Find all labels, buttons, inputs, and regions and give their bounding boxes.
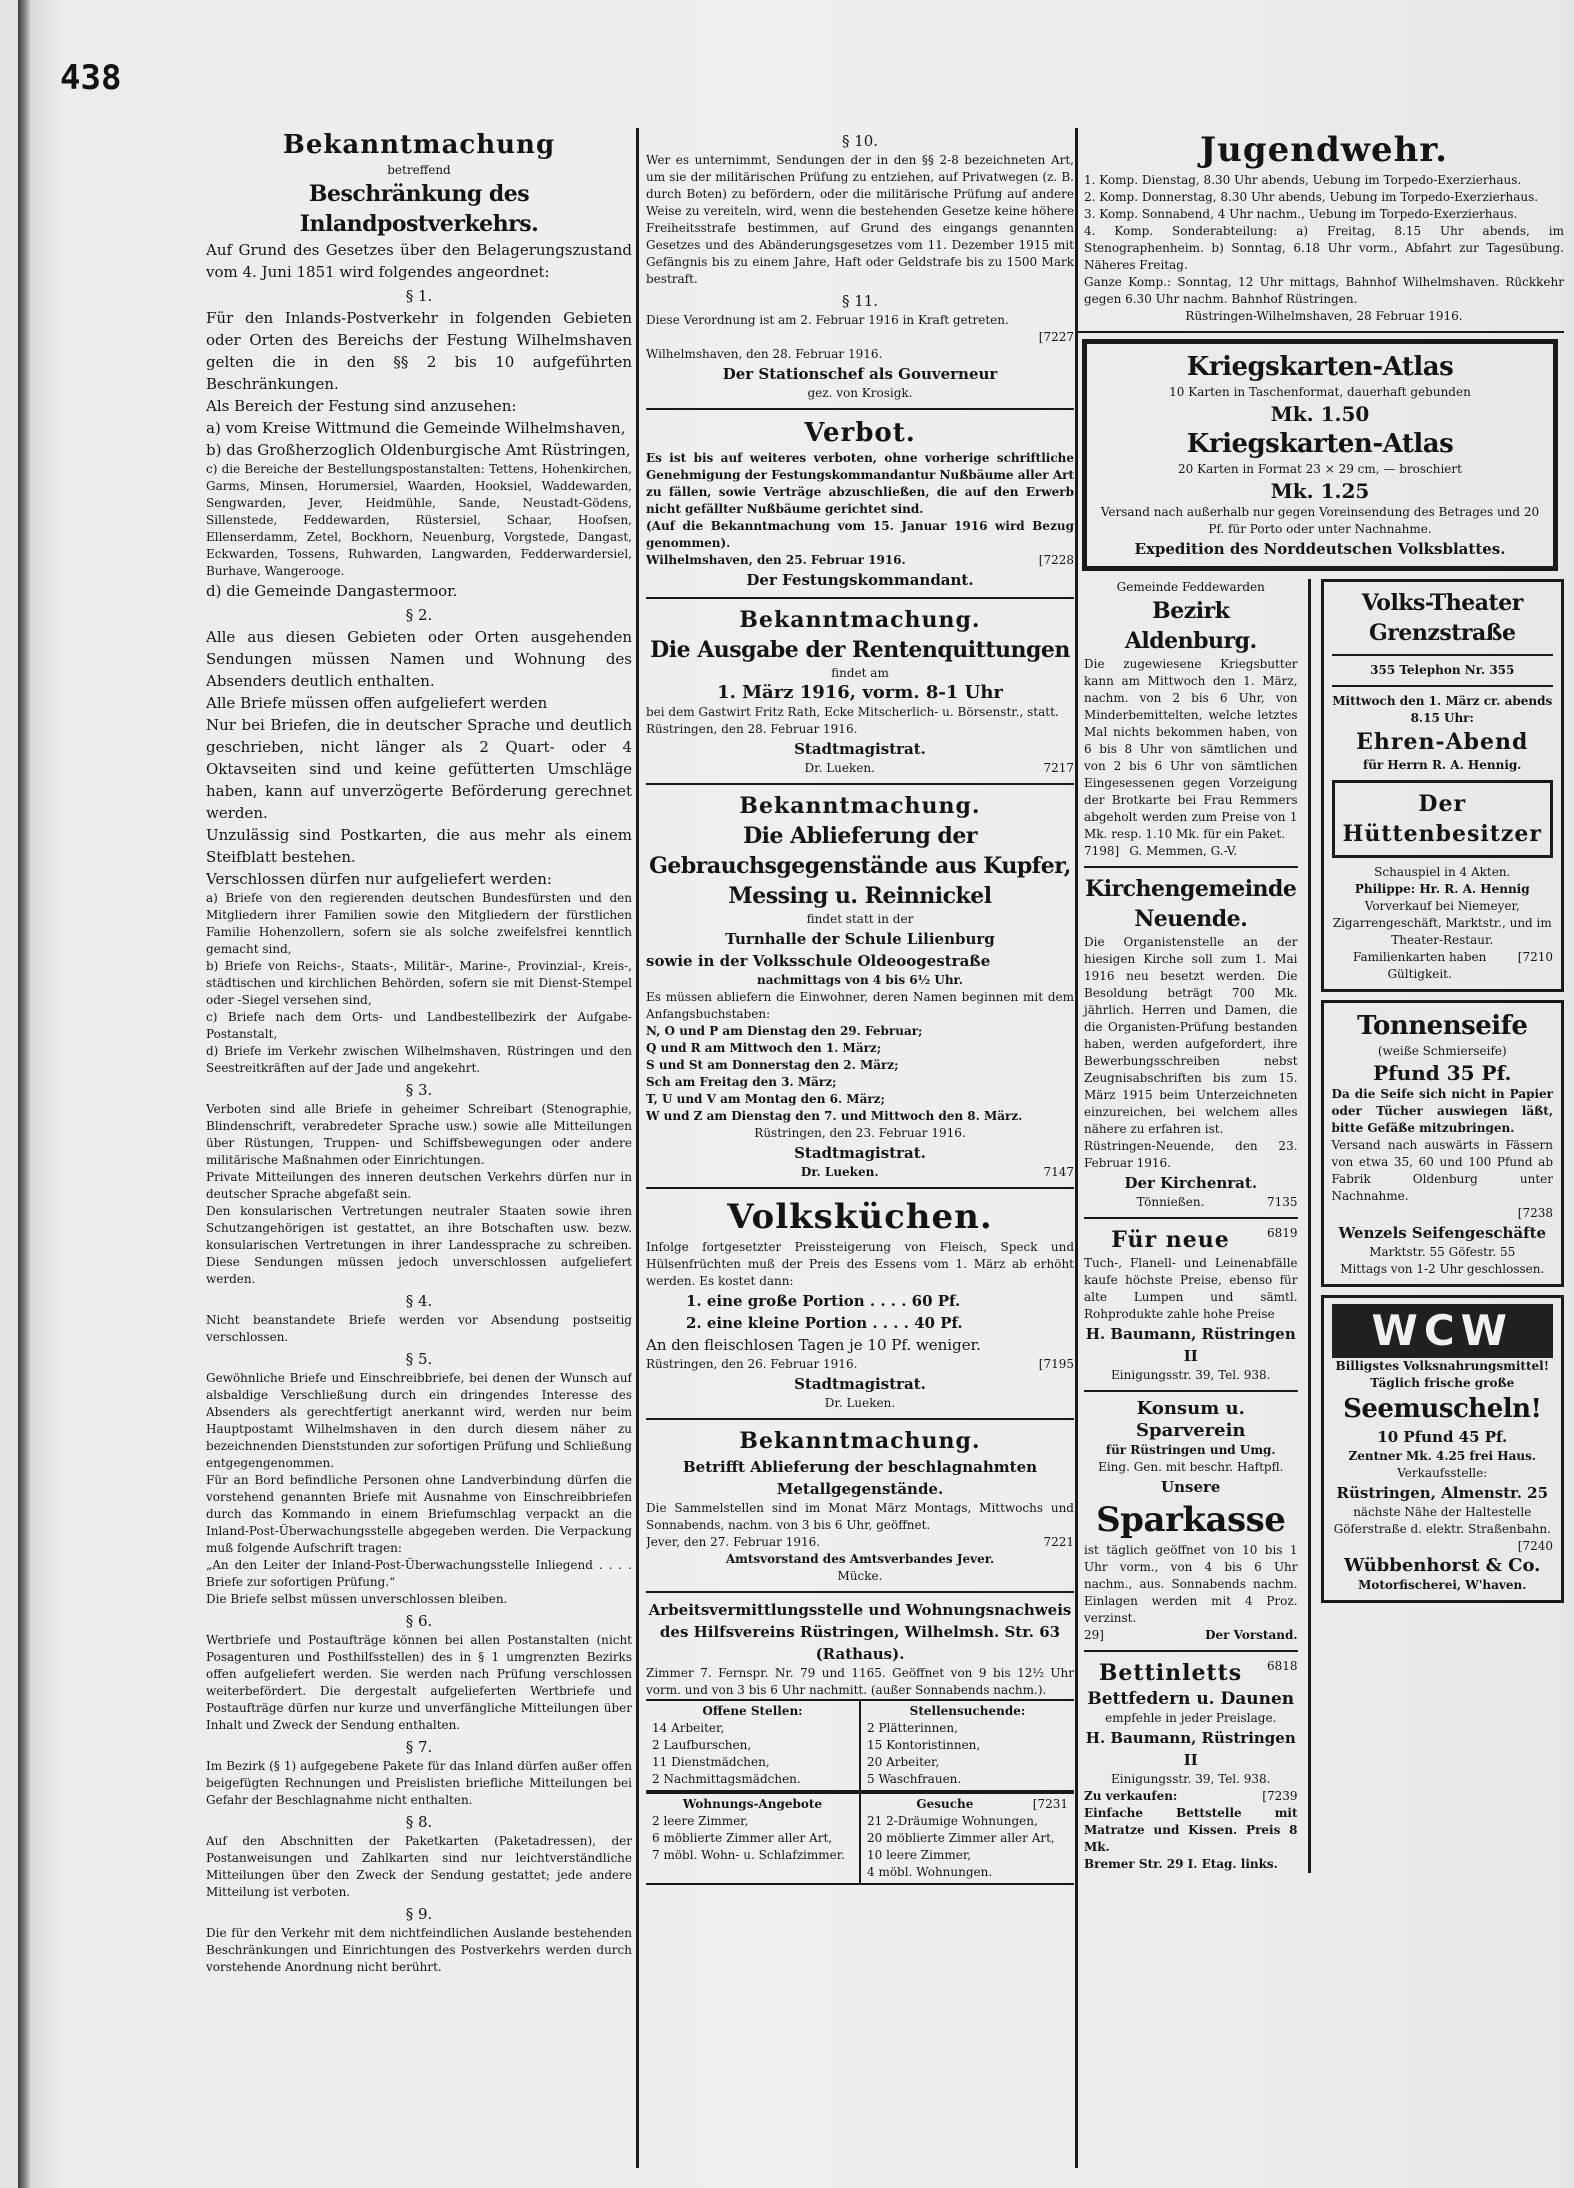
ad-text: Marktstr. 55 Göfestr. 55 [1369, 1245, 1516, 1259]
signature: G. Memmen, G.-V. [1129, 844, 1238, 858]
paragraph: Für den Inlands-Postverkehr in folgenden Gebieten oder Orten des Bereichs der Festung Wilhelmshaven gelten die in den §§ 2 bis 10 aufgeführten Beschränkungen. [206, 309, 632, 393]
date-line: Rüstringen, den 28. Februar 1916. [646, 722, 858, 736]
paragraph: Ganze Komp.: Sonntag, 12 Uhr mittags, Bahnhof Wilhelmshaven. Rückkehr gegen 6.30 Uhr nachm. Bahnhof Rüstringen. [1084, 275, 1564, 306]
newspaper-page [18, 0, 1562, 2188]
notice-headline: Betrifft Ablieferung der beschlagnahmten Metallgegenstände. [682, 1458, 1038, 1498]
ad-kriegskarten [1082, 339, 1558, 571]
table-cell: 15 Kontoristinnen, [867, 1738, 981, 1752]
section-head: § 5. [405, 1350, 433, 1368]
ad-text: Zu verkaufen: [1084, 1789, 1178, 1803]
ad-text: Mittags von 1-2 Uhr geschlossen. [1340, 1262, 1545, 1276]
ad-text: 20 Karten in Format 23 × 29 cm, — broschiert [1178, 462, 1462, 476]
ad-text: Einigungsstr. 39, Tel. 938. [1111, 1368, 1271, 1382]
ad-text: Expedition des Norddeutschen Volksblattes. [1134, 540, 1506, 558]
ad-text: Versand nach außerhalb nur gegen Voreinsendung des Betrages und 20 Pf. für Porto oder unter Nachnahme. [1100, 505, 1540, 536]
list-item: a) vom Kreise Wittmund die Gemeinde Wilhelmshaven, [206, 419, 626, 437]
paragraph: Alle aus diesen Gebieten oder Orten ausgehenden Sendungen müssen Namen und Wohnung des Absenders deutlich enthalten. [206, 628, 632, 690]
list-item: c) die Bereiche der Bestellungspostanstalten: Tettens, Hohenkirchen, Garms, Minsen, Horumersiel, Waarden, Hooksiel, Waddewarden, Sengwarden, Jever, Heidmühle, Sande, Neustadt-Gödens, Sillenstede, Feddewarden, Rüstersiel, Schaar, Hoofsen, Ellenserdamm, Zetel, Bockhorn, Neuenburg, Vorgstede, Dangast, Eckwarden, Tossens, Ruhwarden, Langwarden, Fedderwardersiel, Burhave, Wangerooge. [206, 462, 632, 578]
ad-headline: Bettinletts [1098, 1660, 1243, 1686]
notice-headline: Die Ablieferung der Gebrauchsgegenstände aus Kupfer, Messing u. Reinnickel [649, 823, 1071, 909]
ad-headline: Kriegskarten-Atlas [1186, 352, 1454, 382]
table-header: Wohnungs-Angebote [682, 1797, 823, 1811]
ad-number: [7240 [1517, 1539, 1553, 1553]
paragraph: Im Bezirk (§ 1) aufgegebene Pakete für das Inland dürfen außer offen beigefügten Rechnungen und Preislisten briefliche Mitteilungen bei Gefahr der Beschlagnahme nicht enthalten. [206, 1759, 632, 1807]
notice-title: Jugendwehr. [1200, 130, 1448, 170]
ad-text: Die Organistenstelle an der hiesigen Kirche soll zum 1. Mai 1916 neu besetzt werden. Die Besoldung beträgt 700 Mk. jährlich. Herren und Damen, die die Organisten-Prüfung bestanden haben, werden aufgefordert, ihre Bewerbungsschreiben nebst Zeugnisabschriften bis zum 15. März 1915 beim Unterzeichneten einzureichen, bei welchem alles nähere zu erfahren ist. [1084, 935, 1298, 1136]
divider [1076, 331, 1564, 333]
table-cell: 21 2-Dräumige Wohnungen, [867, 1814, 1038, 1828]
paragraph: Es müssen abliefern die Einwohner, deren Namen beginnen mit dem Anfangsbuchstaben: [646, 990, 1074, 1021]
ad-headline: Bezirk Aldenburg. [1124, 598, 1257, 654]
divider [1084, 1390, 1298, 1392]
table-cell: 5 Waschfrauen. [867, 1772, 962, 1786]
ad-number: [7228 [1038, 553, 1074, 567]
ad-number: 6818 [1266, 1659, 1298, 1673]
section-head: § 2. [405, 606, 433, 624]
section-head: § 4. [405, 1292, 433, 1310]
paragraph: Unzulässig sind Postkarten, die aus mehr als einem Steifblatt bestehen. [206, 826, 632, 866]
table-cell: 2 Nachmittagsmädchen. [652, 1772, 801, 1786]
paragraph: (Auf die Bekanntmachung vom 15. Januar 1916 wird Bezug genommen). [646, 519, 1074, 550]
ad-text: empfehle in jeder Preislage. [1105, 1711, 1277, 1725]
column-rule [1308, 579, 1311, 1873]
ad-text: nächste Nähe der Haltestelle Göferstraße d. elektr. Straßenbahn. [1333, 1505, 1551, 1536]
ad-number: [7231 [1032, 1797, 1068, 1811]
notice-title: Bekanntmachung. [739, 607, 981, 633]
divider [646, 1187, 1074, 1189]
table-header: Stellensuchende: [909, 1704, 1026, 1718]
list-item: 4. Komp. Sonderabteilung: a) Freitag, 8.15 Uhr abends, im Stenographenheim. b) Sonntag, 6.18 Uhr vorm., Abfahrt zur Tagesübung. Näheres Freitag. [1084, 224, 1564, 272]
wcw-logo: WCW [1332, 1304, 1553, 1358]
paragraph: Verschlossen dürfen nur aufgeliefert werden: [206, 870, 552, 888]
table-cell: 20 Arbeiter, [867, 1755, 940, 1769]
table-header: Offene Stellen: [702, 1704, 803, 1718]
ad-volkstheater [1321, 579, 1564, 992]
section-head: § 3. [405, 1081, 433, 1099]
table-cell: 11 Dienstmädchen, [652, 1755, 770, 1769]
ad-wcw [1321, 1295, 1564, 1603]
list-item: S und St am Donnerstag den 2. März; [646, 1058, 899, 1072]
ad-number: 7147 [1043, 1165, 1074, 1179]
paragraph: Den konsularischen Vertretungen neutraler Staaten sowie ihren Schutzangehörigen ist gestattet, an ihre Botschaften usw. bezw. konsularischen Vertretungen in ihrer Landessprache zu schreiben. Diese Sendungen müssen jedoch unverschlossen aufgeliefert werden. [206, 1204, 632, 1286]
ad-price: Zentner Mk. 4.25 frei Haus. [1348, 1449, 1537, 1463]
ad-headline: Tonnenseife [1357, 1011, 1528, 1041]
paragraph: Alle Briefe müssen offen aufgeliefert werden [206, 694, 548, 712]
ad-text: Wübbenhorst & Co. [1344, 1555, 1541, 1576]
list-item: d) Briefe im Verkehr zwischen Wilhelmshaven, Rüstringen und den Seestreitkräften auf der Jade und angekehrt. [206, 1044, 632, 1075]
section-head: § 8. [405, 1813, 433, 1831]
ad-number: 7198] [1084, 844, 1120, 858]
divider [646, 1418, 1074, 1420]
paragraph: 1. März 1916, vorm. 8-1 Uhr [717, 682, 1003, 703]
ad-number: 29] [1084, 1628, 1104, 1642]
ad-number: 7221 [1043, 1535, 1074, 1549]
divider [1332, 685, 1553, 687]
ad-text: ist täglich geöffnet von 10 bis 1 Uhr vorm., von 4 bis 6 Uhr nachm., aus. Sonnabends nachm. Einlagen werden mit 4 Proz. verzinst. [1084, 1543, 1298, 1625]
ad-headline: Für neue [1111, 1227, 1230, 1253]
signature: Der Festungskommandant. [746, 571, 974, 589]
ad-text: Die zugewiesene Kriegsbutter kann am Mittwoch den 1. März, nachm. von 2 bis 6 Uhr, von Minderbemittelten, welche letztes Mal nichts bekommen haben, von 6 bis 8 Uhr von sämtlichen und von 2 bis 6 Uhr von sämtlichen Eingesessenen gegen Vorzeigung der Brotkarte bei Frau Remmers abgeholt werden zum Preise von 1 Mk. resp. 1.10 Mk. für ein Paket. [1084, 657, 1298, 841]
date-line: Rüstringen, den 23. Februar 1916. [754, 1126, 966, 1140]
ad-text: 10 Karten in Taschenformat, dauerhaft gebunden [1169, 385, 1471, 399]
ad-text: für Herrn R. A. Hennig. [1363, 758, 1522, 772]
paragraph: Die Sammelstellen sind im Monat März Montags, Mittwochs und Sonnabends, nachm. von 3 bis 6 Uhr, geöffnet. [646, 1501, 1074, 1532]
price-line: 1. eine große Portion . . . . 60 Pf. [686, 1292, 961, 1310]
ad-number: 7217 [1043, 761, 1074, 775]
ad-text: Verkaufsstelle: [1397, 1466, 1488, 1480]
ad-headline: Grenzstraße [1369, 620, 1516, 646]
divider [646, 783, 1074, 785]
housing-table [646, 1792, 1074, 1885]
paragraph: sowie in der Volksschule Oldeoogestraße [646, 952, 991, 970]
table-cell: 2 leere Zimmer, [652, 1814, 749, 1828]
signature-name: Tönnießen. [1136, 1195, 1205, 1209]
section-head: § 9. [405, 1905, 433, 1923]
signature-name: Dr. Lueken. [824, 1396, 896, 1410]
section-head: § 11. [841, 292, 879, 310]
signature-name: Dr. Lueken. [800, 1165, 879, 1179]
ad-headline: Sparkasse [1096, 1500, 1286, 1540]
ad-number: [7210 [1517, 950, 1553, 964]
column-middle [646, 128, 1074, 2168]
ad-text: Bettfedern u. Daunen [1087, 1689, 1295, 1709]
list-item: b) das Großherzoglich Oldenburgische Amt Rüstringen, [206, 441, 631, 459]
table-cell: 14 Arbeiter, [652, 1721, 725, 1735]
column-rule [636, 128, 639, 2168]
signature: Der Stationschef als Gouverneur [722, 365, 998, 383]
ad-text: Einfache Bettstelle mit Matratze und Kissen. Preis 8 Mk. [1084, 1806, 1298, 1854]
ad-tonnenseife [1321, 1000, 1564, 1287]
paragraph: nachmittags von 4 bis 6½ Uhr. [757, 973, 963, 987]
ad-price: Mk. 1.50 [1270, 402, 1370, 426]
list-item: Sch am Freitag den 3. März; [646, 1075, 837, 1089]
signature: Stadtmagistrat. [794, 740, 926, 758]
ad-headline: Seemuscheln! [1343, 1394, 1542, 1424]
ad-number: [7227 [1038, 330, 1074, 344]
signature-name: gez. von Krosigk. [807, 386, 913, 400]
ad-text: Da die Seife sich nicht in Papier oder Tücher auswiegen läßt, bitte Gefäße mitzubringen. [1331, 1087, 1553, 1135]
ad-text: 355 Telephon Nr. 355 [1370, 663, 1515, 677]
table-cell: 10 leere Zimmer, [867, 1848, 972, 1862]
divider [646, 1591, 1074, 1593]
paragraph: Wer es unternimmt, Sendungen der in den §§ 2-8 bezeichneten Art, um sie der militärischen Prüfung zu entziehen, auf Privatwegen (z. B. durch Boten) zu befördern, oder die militärische Prüfung auf andere Weise zu vereiteln, wird, wenn die bestehenden Gesetze keine höhere Freiheitsstrafe bestimmen, auf Grund des eingangs genannten Gesetzes und des Abänderungsgesetzes vom 11. Dezember 1915 mit Gefängnis bis zu einem Jahre, Haft oder Geldstrafe bis zu 1500 Mark bestraft. [646, 153, 1074, 286]
table-cell: 6 möblierte Zimmer aller Art, [652, 1831, 833, 1845]
table-cell: 7 möbl. Wohn- u. Schlafzimmer. [652, 1848, 845, 1862]
table-header: Gesuche [916, 1797, 974, 1811]
ad-price: Pfund 35 Pf. [1373, 1061, 1512, 1085]
ad-price: Mk. 1.25 [1270, 479, 1370, 503]
paragraph: Als Bereich der Festung sind anzusehen: [206, 397, 517, 415]
signature: Stadtmagistrat. [794, 1375, 926, 1393]
paragraph: An den fleischlosen Tagen je 10 Pf. weniger. [646, 1336, 981, 1354]
list-item: a) Briefe von den regierenden deutschen Bundesfürsten und den Mitgliedern ihrer Familien sowie den Mitgliedern der fürstlichen Familie Hohenzollern, sofern sie als solche zweifelsfrei kenntlich gemacht sind, [206, 891, 632, 956]
paragraph: Auf Grund des Gesetzes über den Belagerungszustand vom 4. Juni 1851 wird folgendes angeordnet: [206, 241, 632, 281]
section-head: § 10. [841, 132, 879, 150]
list-item: d) die Gemeinde Dangastermoor. [206, 582, 458, 600]
right-subcolumn-right [1321, 579, 1564, 1873]
divider [1332, 654, 1553, 656]
paragraph: Auf den Abschnitten der Paketkarten (Paketadressen), der Postanweisungen und Zahlkarten sind nur leichtverständliche Mitteilungen über den Zweck der Sendung gestattet; jede andere Mitteilung ist verboten. [206, 1834, 632, 1899]
paragraph: Nur bei Briefen, die in deutscher Sprache und deutlich geschrieben, nicht länger als 2 Quart- oder 4 Oktavseiten sind und keine gefütterten Umschläge haben, kann auf unverzögerte Beförderung gerechnet werden. [206, 716, 632, 822]
ad-text: Einigungsstr. 39, Tel. 938. [1111, 1772, 1271, 1786]
list-item: 1. Komp. Dienstag, 8.30 Uhr abends, Uebung im Torpedo-Exerzierhaus. [1084, 173, 1522, 187]
ad-text: Täglich frische große [1370, 1376, 1515, 1390]
notice-title: Bekanntmachung. [739, 793, 981, 819]
date-line: Rüstringen-Wilhelmshaven, 28 Februar 1916. [1185, 309, 1463, 323]
ad-text: Eing. Gen. mit beschr. Haftpfl. [1098, 1460, 1284, 1474]
signature-name: Dr. Lueken. [804, 761, 875, 775]
ad-number: [7195 [1038, 1357, 1074, 1371]
list-item: b) Briefe von Reichs-, Staats-, Militär-, Marine-, Provinzial-, Kreis-, städtischen und kirchlichen Behörden, sofern sie mit Dienst-Stempel oder -Siegel versehen sind, [206, 959, 632, 1007]
play-title: Der Hüttenbesitzer [1342, 791, 1542, 847]
ad-headline: Kirchengemeinde Neuende. [1085, 876, 1297, 932]
ad-headline: Konsum u. Sparverein [1136, 1398, 1246, 1441]
ad-number: 6819 [1266, 1226, 1298, 1240]
play-title-box [1332, 780, 1553, 858]
ad-text: Billigstes Volksnahrungsmittel! [1335, 1359, 1549, 1373]
notice-headline: Arbeitsvermittlungsstelle und Wohnungsnachweis des Hilfsvereins Rüstringen, Wilhelmsh. Str. 63 (Rathaus). [648, 1601, 1072, 1663]
paragraph: Turnhalle der Schule Lilienburg [725, 930, 995, 948]
divider [646, 597, 1074, 599]
signature: Der Vorstand. [1205, 1628, 1298, 1642]
article-headline: Beschränkung des Inlandpostverkehrs. [299, 181, 539, 237]
column-right [1076, 128, 1564, 2168]
ad-text: Philippe: Hr. R. A. Hennig [1354, 882, 1530, 896]
article-title: Bekanntmachung [282, 130, 556, 160]
notice-title: Volksküchen. [727, 1197, 993, 1237]
ad-text: Wenzels Seifengeschäfte [1338, 1224, 1547, 1242]
ad-text: Bremer Str. 29 I. Etag. links. [1084, 1857, 1278, 1871]
signature: Amtsvorstand des Amtsverbandes Jever. [725, 1552, 995, 1566]
page-binding-edge [18, 0, 30, 2188]
jobs-table [646, 1699, 1074, 1792]
date-line: Rüstringen-Neuende, den 23. Februar 1916. [1084, 1139, 1298, 1170]
ad-price: 10 Pfund 45 Pf. [1377, 1428, 1508, 1446]
ad-text: Rüstringen, Almenstr. 25 [1336, 1484, 1549, 1502]
list-item: c) Briefe nach dem Orts- und Landbestellbezirk der Aufgabe-Postanstalt, [206, 1010, 632, 1041]
paragraph: Zimmer 7. Fernspr. Nr. 79 und 1165. Geöffnet von 9 bis 12½ Uhr vorm. und von 3 bis 6 Uhr nachmitt. (außer Sonnabends nachm.). [646, 1666, 1074, 1697]
paragraph: Private Mitteilungen des inneren deutschen Verkehrs dürfen nur in deutscher Sprache abgefaßt sein. [206, 1170, 632, 1201]
ad-text: Mittwoch den 1. März cr. abends 8.15 Uhr: [1332, 694, 1553, 725]
article-subtitle-small: betreffend [387, 163, 451, 177]
divider [1084, 1650, 1298, 1652]
ad-number: [7239 [1262, 1789, 1298, 1803]
right-subcolumn-left [1076, 579, 1298, 1873]
list-item: N, O und P am Dienstag den 29. Februar; [646, 1024, 923, 1038]
list-item: Q und R am Mittwoch den 1. März; [646, 1041, 882, 1055]
ad-text: Vorverkauf bei Niemeyer, Zigarrengeschäft, Marktstr., und im Theater-Restaur. [1332, 899, 1552, 947]
ad-text: Tuch-, Flanell- und Leinenabfälle kaufe höchste Preise, ebenso für alte Lumpen und sämtl. Rohprodukte zahle hohe Preise [1084, 1256, 1298, 1321]
ad-text: Schauspiel in 4 Akten. [1374, 865, 1511, 879]
ad-number: [7238 [1517, 1206, 1553, 1220]
signature-name: Mücke. [837, 1569, 883, 1583]
ad-headline: Volks-Theater [1361, 590, 1523, 616]
section-head: § 7. [405, 1738, 433, 1756]
notice-title: Verbot. [804, 418, 916, 448]
ad-headline: Kriegskarten-Atlas [1186, 429, 1454, 459]
paragraph: findet statt in der [806, 912, 914, 926]
paragraph: Verboten sind alle Briefe in geheimer Schreibart (Stenographie, Blindenschrift, verabredeter Sprache usw.) sowie alle Mitteilungen über Rüstungen, Truppen- und Schiffsbewegungen oder andere militärische Maßnahmen oder Einrichtungen. [206, 1102, 632, 1167]
notice-title: Bekanntmachung. [739, 1428, 981, 1454]
paragraph: Gewöhnliche Briefe und Einschreibbriefe, bei denen der Wunsch auf alsbaldige Verschließung durch ein dringendes Interesse des Absenders als gerechtfertigt anerkannt wird, werden nur beim Hauptpostamt Wilhelmshaven in den durch diesem näher zu bezeichnenden Dienststunden zur sofortigen Prüfung und Schließung entgegengenommen. [206, 1371, 632, 1470]
ad-text: für Rüstringen und Umg. [1105, 1443, 1276, 1457]
list-item: 2. Komp. Donnerstag, 8.30 Uhr abends, Uebung im Torpedo-Exerzierhaus. [1084, 190, 1539, 204]
divider [1084, 866, 1298, 868]
ad-text: Versand nach auswärts in Fässern von etwa 35, 60 und 100 Pfund ab Fabrik Oldenburg unter Nachnahme. [1331, 1138, 1553, 1203]
ad-number: 7135 [1266, 1195, 1298, 1209]
table-cell: 20 möblierte Zimmer aller Art, [867, 1831, 1055, 1845]
paragraph: „An den Leiter der Inland-Post-Überwachungsstelle Inliegend . . . . Briefe zur sofortigen Prüfung.“ [206, 1558, 632, 1589]
notice-headline: Die Ausgabe der Rentenquittungen [650, 637, 1070, 663]
page-number: 438 [60, 58, 122, 98]
price-line: 2. eine kleine Portion . . . . 40 Pf. [686, 1314, 963, 1332]
date-line: Wilhelmshaven, den 25. Februar 1916. [646, 553, 906, 567]
paragraph: Infolge fortgesetzter Preissteigerung von Fleisch, Speck und Hülsenfrüchten muß der Preis des Essens vom 1. März ab erhöht werden. Es kostet dann: [646, 1240, 1074, 1288]
ad-text: Motorfischerei, W'haven. [1358, 1578, 1527, 1592]
signature: Der Kirchenrat. [1124, 1174, 1258, 1192]
table-cell: 4 möbl. Wohnungen. [867, 1865, 993, 1879]
paragraph: Nicht beanstandete Briefe werden vor Absendung postseitig verschlossen. [206, 1313, 632, 1344]
ad-small: Gemeinde Feddewarden [1116, 580, 1265, 594]
list-item: 3. Komp. Sonnabend, 4 Uhr nachm., Uebung im Torpedo-Exerzierhaus. [1084, 207, 1518, 221]
table-cell: 2 Plätterinnen, [867, 1721, 958, 1735]
paragraph: Es ist bis auf weiteres verboten, ohne vorherige schriftliche Genehmigung der Festungskommandantur Nußbäume aller Art zu fällen, sowie Verträge abzuschließen, die auf den Erwerb nicht gefällter Nußbäume gerichtet sind. [646, 451, 1074, 516]
date-line: Jever, den 27. Februar 1916. [646, 1535, 821, 1549]
list-item: W und Z am Dienstag den 7. und Mittwoch den 8. März. [646, 1109, 1023, 1123]
paragraph: Die Briefe selbst müssen unverschlossen bleiben. [206, 1592, 508, 1606]
ad-text: Unsere [1161, 1478, 1221, 1496]
paragraph: Diese Verordnung ist am 2. Februar 1916 in Kraft getreten. [646, 313, 1009, 327]
date-line: Rüstringen, den 26. Februar 1916. [646, 1357, 858, 1371]
paragraph: Für an Bord befindliche Personen ohne Landverbindung dürfen die vorstehend genannten Briefe mit Ausnahme von Einschreibbriefen durch das Kommando in einem Briefumschlag verpackt an die Inland-Post-Überwachungsstelle abgegeben werden. Die Verpackung muß folgende Aufschrift tragen: [206, 1473, 632, 1555]
list-item: T, U und V am Montag den 6. März; [646, 1092, 885, 1106]
divider [1084, 1217, 1298, 1219]
ad-headline: Ehren-Abend [1356, 729, 1529, 755]
ad-text: H. Baumann, Rüstringen II [1085, 1729, 1296, 1769]
signature: Stadtmagistrat. [794, 1144, 926, 1162]
paragraph: findet am [831, 666, 889, 680]
ad-text: H. Baumann, Rüstringen II [1085, 1325, 1296, 1365]
paragraph: Die für den Verkehr mit dem nichtfeindlichen Auslande bestehenden Beschränkungen und Einrichtungen des Postverkehrs werden durch vorstehende Anordnung nicht berührt. [206, 1926, 632, 1974]
ad-text: (weiße Schmierseife) [1377, 1044, 1507, 1058]
paragraph: bei dem Gastwirt Fritz Rath, Ecke Mitscherlich- u. Börsenstr., statt. [646, 705, 1059, 719]
table-cell: 2 Laufburschen, [652, 1738, 752, 1752]
paragraph: Wertbriefe und Postaufträge können bei allen Postanstalten (nicht Posagenturen und Posthilfsstellen) des in § 1 umgrenzten Bezirks offen aufgeliefert werden. Sie werden nach Prüfung verschlossen weiterbefördert. Die dergestalt aufgelieferten Wertbriefe und Postaufträge dürfen nur kurze und unverfängliche Mitteilungen über Inhalt und Zweck der Sendung enthalten. [206, 1633, 632, 1732]
ad-text: Familienkarten haben Gültigkeit. [1352, 950, 1487, 981]
divider [646, 408, 1074, 410]
date-line: Wilhelmshaven, den 28. Februar 1916. [646, 347, 883, 361]
section-head: § 1. [405, 287, 433, 305]
section-head: § 6. [405, 1612, 433, 1630]
column-left [206, 128, 632, 2168]
